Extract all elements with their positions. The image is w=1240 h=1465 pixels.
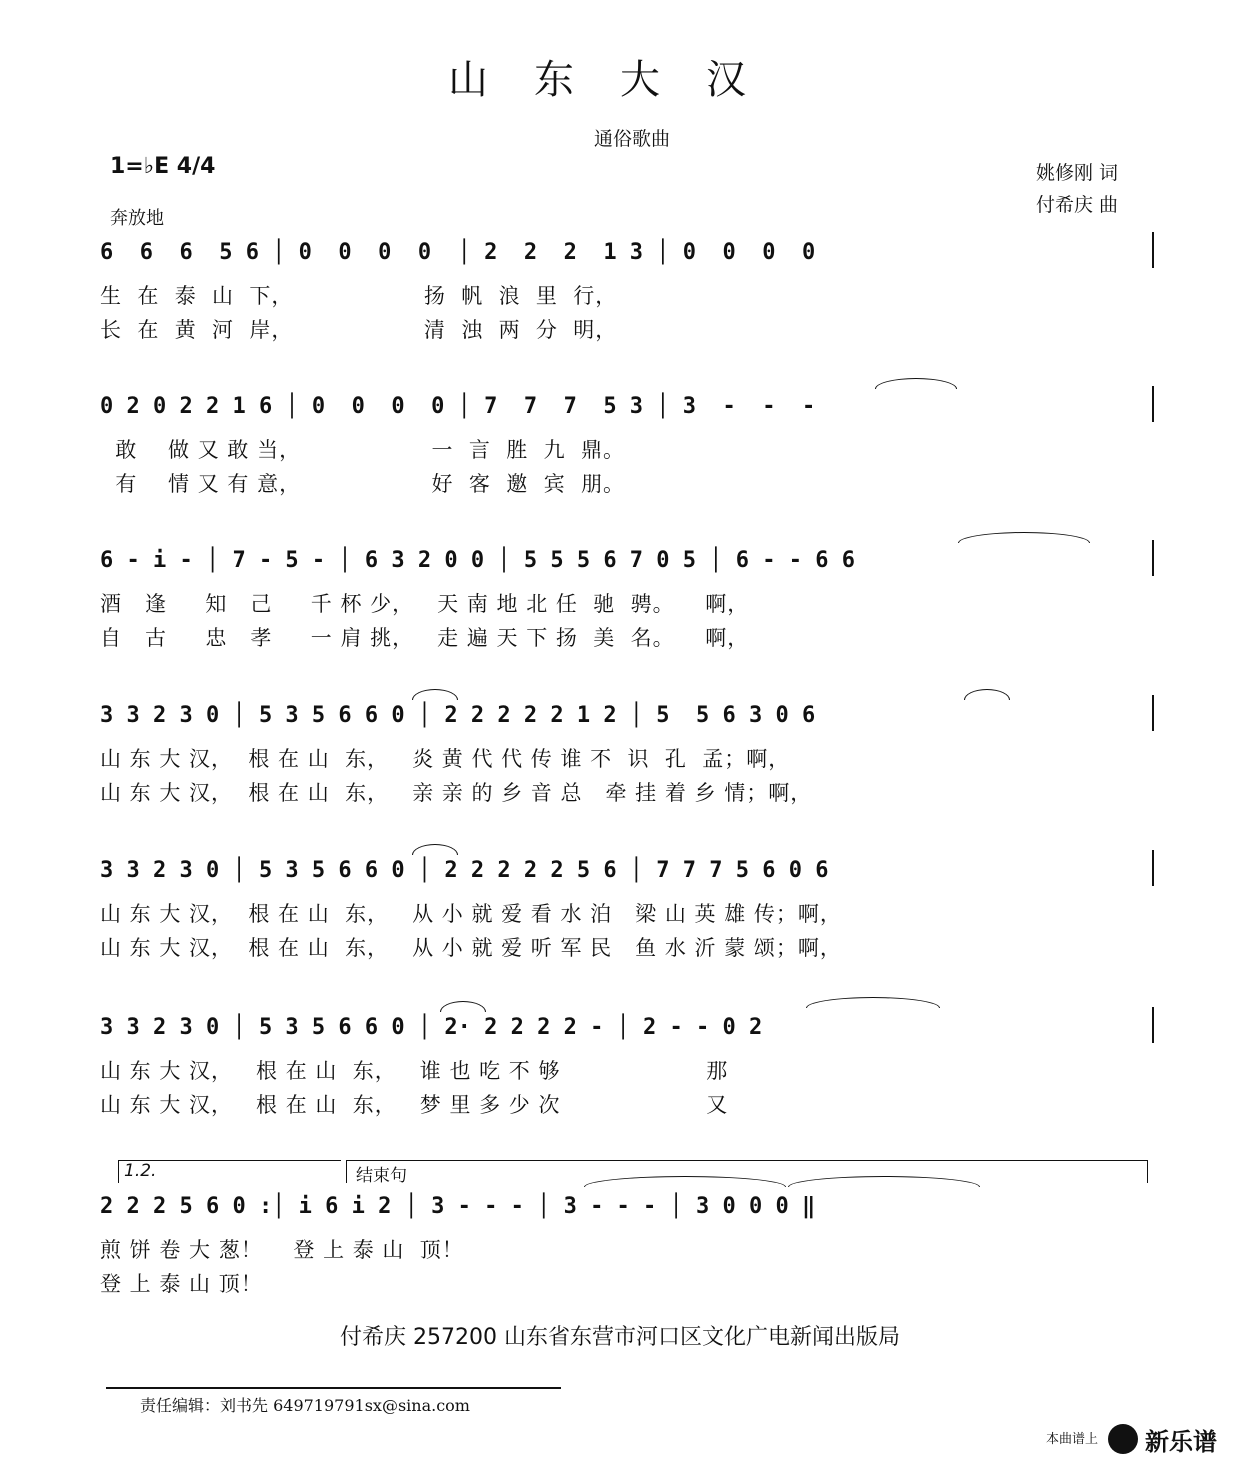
lyrics-verse-1: 山 东 大 汉， 根 在 山 东， 从 小 就 爱 看 水 泊 梁 山 英 雄 传；啊， [100,902,842,926]
lyrics-verse-2: 长 在 黄 河 岸， 清 浊 两 分 明， [100,318,618,342]
tempo-marking: 奔放地 [110,208,164,229]
notation-line: 3 3 2 3 0 │ 5 3 5 6 6 0 │ 2 2 2 2 2 1 2 │ 5 5 6 3 0 6 [100,703,816,728]
editor-credit: 责任编辑：刘书先 649719791sx@sina.com [140,1396,470,1415]
lyrics-verse-2: 山 东 大 汉， 根 在 山 东， 梦 里 多 少 次 又 [100,1093,729,1117]
lyrics-verse-2: 山 东 大 汉， 根 在 山 东， 亲 亲 的 乡 音 总 牵 挂 着 乡 情；啊， [100,781,813,805]
page-title: 山东大汉 [448,57,792,103]
slur-mark [412,689,458,700]
barline [1152,232,1154,268]
notation-line: 3 3 2 3 0 │ 5 3 5 6 6 0 │ 2 2 2 2 2 5 6 │ 7 7 7 5 6 0 6 [100,858,829,883]
composer-credit: 付希庆 曲 [1036,194,1119,216]
record-logo-icon [1108,1424,1138,1454]
slur-mark [964,689,1010,700]
lyrics-verse-2: 自 古 忠 孝 一 肩 挑， 走 遍 天 下 扬 美 名。 啊， [100,626,750,650]
lyrics-verse-2: 有 情 又 有 意， 好 客 邀 宾 朋。 [100,472,625,496]
tie-mark [806,997,940,1008]
brand-prefix: 本曲谱上 [1046,1432,1099,1447]
lyrics-verse-1: 敢 做 又 敢 当， 一 言 胜 九 鼎。 [100,438,625,462]
brand-name: 新乐谱 [1145,1428,1217,1456]
volta-label-2: 结束句 [356,1166,407,1186]
lyrics-verse-2: 登 上 泰 山 顶！ [100,1272,263,1296]
barline [1152,850,1154,886]
divider [106,1387,561,1389]
tie-mark [958,532,1090,543]
slur-mark [440,1001,486,1012]
barline [1152,1007,1154,1043]
notation-line: 6 6 6 5 6 │ 0 0 0 0 │ 2 2 2 1 3 │ 0 0 0 0 [100,240,816,265]
barline [1152,540,1154,576]
lyrics-verse-1: 生 在 泰 山 下， 扬 帆 浪 里 行， [100,284,618,308]
lyrics-verse-1: 酒 逢 知 己 千 杯 少， 天 南 地 北 任 驰 骋。 啊， [100,592,750,616]
tie-mark [875,378,957,389]
notation-line: 2 2 2 5 6 0 :│ i 6 i 2 │ 3 - - - │ 3 - - - │ 3 0 0 0 ‖ [100,1194,816,1219]
volta-label-1: 1.2. [124,1161,157,1181]
notation-line: 3 3 2 3 0 │ 5 3 5 6 6 0 │ 2· 2 2 2 2 - │ 2 - - 0 2 [100,1015,763,1040]
barline [1152,386,1154,422]
publisher-address: 付希庆 257200 山东省东营市河口区文化广电新闻出版局 [340,1325,900,1350]
genre-label: 通俗歌曲 [593,128,670,150]
lyrics-verse-2: 山 东 大 汉， 根 在 山 东， 从 小 就 爱 听 军 民 鱼 水 沂 蒙 颂；啊， [100,936,842,960]
lyrics-verse-1: 山 东 大 汉， 根 在 山 东， 谁 也 吃 不 够 那 [100,1059,729,1083]
lyrics-verse-1: 煎 饼 卷 大 葱！ 登 上 泰 山 顶！ [100,1238,464,1262]
lyricist-credit: 姚修刚 词 [1036,162,1119,184]
key-signature: 1=♭E 4/4 [110,154,216,179]
lyrics-verse-1: 山 东 大 汉， 根 在 山 东， 炎 黄 代 代 传 谁 不 识 孔 孟；啊， [100,747,791,771]
notation-line: 6 - i - │ 7 - 5 - │ 6 3 2 0 0 │ 5 5 5 6 7 0 5 │ 6 - - 6 6 [100,548,855,573]
barline [1152,695,1154,731]
notation-line: 0 2 0 2 2 1 6 │ 0 0 0 0 │ 7 7 7 5 3 │ 3 - - - [100,394,816,419]
slur-mark [412,844,458,855]
